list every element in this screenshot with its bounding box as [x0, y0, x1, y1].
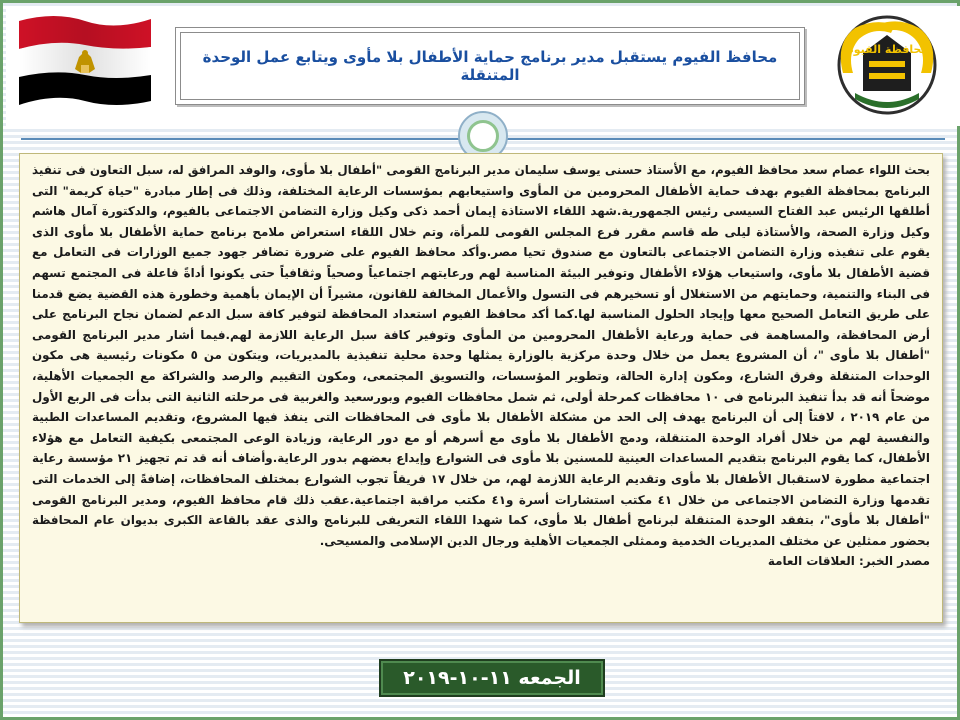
- governorate-emblem-icon: [825, 13, 950, 118]
- logo-text: محافظة الفيوم: [845, 43, 929, 56]
- article-date: الجمعه ١١-١٠-٢٠١٩: [403, 667, 581, 689]
- article-body: بحث اللواء عصام سعد محافظ الفيوم، مع الأستاذ حسنى يوسف سليمان مدير البرنامج القومى "أطفال بلا مأوى، والوفد المرافق له، سبل التعاون فى تنفيذ البرنامج بمحافظة الفيوم بهدف حماية الأطفال المحرومين من المأوى واستيعابهم بمؤسسات الرعاية المختلفة، وذلك فى إطار مبادرة "حياة كريمة" التى أطلقها الرئيس عبد الفتاح السيسى رئيس الجمهورية.شهد اللقاء الاستاذة إيمان أحمد ذكى وكيل وزارة التضامن الاجتماعى بالفيوم، والدكتورة آمال هاشم وكيل وزارة الصحة، والأستاذة ليلى طه قاسم مقرر فرع المجلس القومى للمرأة، وتم خلال اللقاء استعراض ملامح برنامج حماية الأطفال بلا مأوى الذى يقوم على تنفيذه وزارة التضامن الاجتماعى بالتعاون مع صندوق تحيا مصر.وأكد محافظ الفيوم على ضرورة تضافر جهود جميع الوزارات فى التعامل مع قضية الأطفال بلا مأوى، واستيعاب هؤلاء الأطفال وتوفير البيئة المناسبة لهم ورعايتهم اجتماعياً وصحياً وثقافياً حتى يكونوا أداةً فاعلة فى المجتمع تسهم فى البناء والتنمية، وحمايتهم من الاستغلال أو تسخيرهم فى التسول والأعمال المخالفة للقانون، مشيراً أن الإيمان بأهمية وخطورة هذه القضية يضع قدمنا على طريق التعامل الصحيح معها وإيجاد الحلول المناسبة لها.كما أكد محافظ الفيوم استعداد المحافظة لتوفير كافة سبل الدعم لضمان نجاح البرنامج على أرض المحافظة، والمساهمة فى حماية ورعاية الأطفال المحرومين من المأوى وتوفير كافة سبل الرعاية اللازمة لهم.فيما أشار مدير البرنامج القومى "أطفال بلا مأوى "، أن المشروع يعمل من خلال وحدة مركزية بالوزارة يمثلها وحدة محلية تنفيذية بالمديريات، ويتكون من ٥ مكونات رئيسية هى مكون الوحدات المتنقلة وفرق الشارع، ومكون إدارة الحالة، وتطوير المؤسسات، والتسويق المجتمعى، ومكون التقييم والرصد والشراكة مع الجمعيات الأهلية، موضحاً أنه قد بدأ تنفيذ البرنامج فى ١٠ محافظات كمرحلة أولى، ثم شمل محافظات الفيوم وبورسعيد والغربية فى مرحلته الثانية التى بدأت فى الربع الأول من عام ٢٠١٩ ، لافتاً إلى أن البرنامج يهدف إلى الحد من مشكلة الأطفال بلا مأوى فى المحافظات التى ينفذ فيها المشروع، وتقديم المساعدات الطبية والنفسية لهم من خلال أفراد الوحدة المتنقلة، ودمج الأطفال بلا مأوى مع أسرهم أو مع دور الرعاية، وزيادة الوعى المجتمعى بكيفية التعامل مع هؤلاء الأطفال، كما يقوم البرنامج بتقديم المساعدات العينية للمسنين بلا مأوى فى الشوارع وإيداع بعضهم بدور الرعاية.وأضاف أنه قد تم تجهيز ٢١ مؤسسة رعاية اجتماعية مطورة لاستقبال الأطفال بلا مأوى وتقديم الرعاية اللازمة لهم، من خلال ١٧ فريقاً تجوب الشوارع بمختلف المحافظات، إضافةً إلى الخدمات التى تقدمها وزارة التضامن الاجتماعى من خلال ٤١ مكتب استشارات أسرة و٤١ مكتب مراقبة اجتماعية.عقب ذلك قام محافظ الفيوم، ومدير البرنامج القومى "أطفال بلا مأوى"، بتفقد الوحدة المتنقلة لبرنامج أطفال بلا مأوى، كما شهدا اللقاء التعريفى للبرنامج والذى عقد بالقاعة الكبرى بديوان عام المحافظة بحضور ممثلين عن مختلف المديريات الخدمية وممثلى الجمعيات الأهلية ورجال الدين الإسلامى والمسيحى.: [32, 163, 931, 548]
- article-source: مصدر الخبر: العلاقات العامة: [767, 554, 930, 569]
- fayoum-governorate-logo: [825, 13, 950, 118]
- headline-inner-border: [180, 32, 800, 100]
- egypt-flag: [15, 11, 155, 109]
- headline-title: محافظ الفيوم يستقبل مدير برنامج حماية الأطفال بلا مأوى ويتابع عمل الوحدة المتنقلة: [202, 48, 778, 84]
- date-banner: [379, 659, 605, 697]
- egypt-flag-icon: [15, 11, 155, 109]
- headline-box: [175, 27, 805, 105]
- news-article: [19, 153, 943, 623]
- divider-ornament-inner: [467, 120, 499, 152]
